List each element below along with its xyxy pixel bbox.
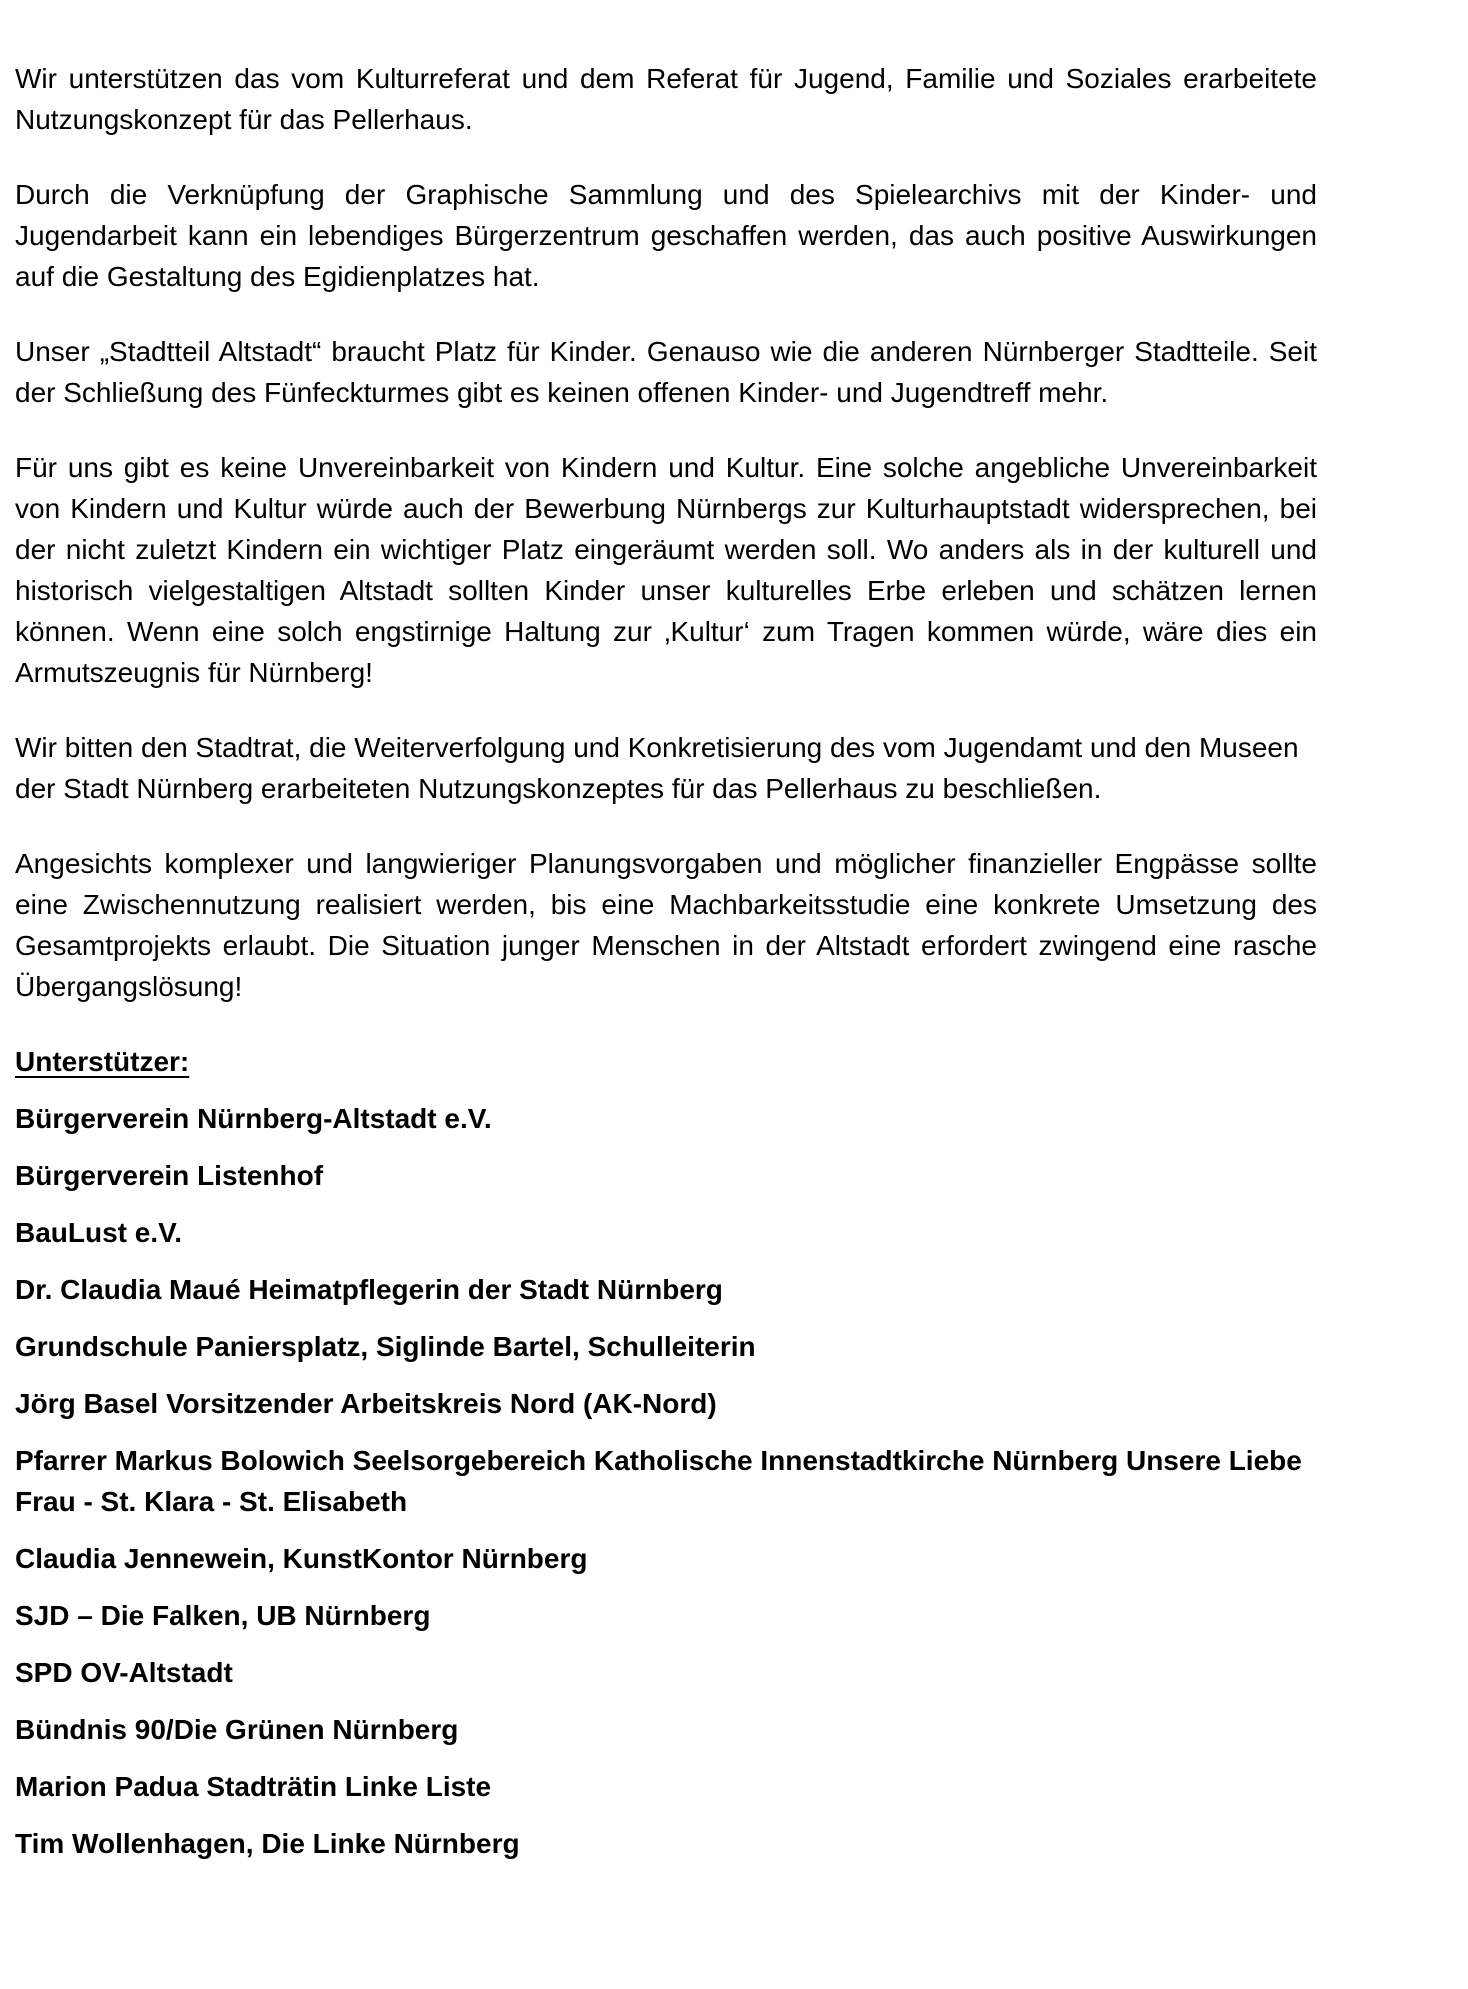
supporter-item: Bürgerverein Listenhof (15, 1160, 324, 1191)
supporter-item: Dr. Claudia Maué Heimatpflegerin der Stadt Nürnberg (15, 1274, 723, 1305)
supporter-item: Bürgerverein Nürnberg-Altstadt e.V. (15, 1103, 492, 1134)
supporter-item: Marion Padua Stadträtin Linke Liste (15, 1771, 492, 1802)
body-paragraph: Durch die Verknüpfung der Graphische Sammlung und des Spielearchivs mit der Kinder- und Jugendarbeit kann ein lebendiges Bürgerzentrum geschaffen werden, das auch positive Auswirkungen auf die Gestaltung des Egidienplatzes hat. (15, 179, 1317, 292)
body-paragraph: Unser „Stadtteil Altstadt“ braucht Platz für Kinder. Genauso wie die anderen Nürnberger Stadtteile. Seit der Schließung des Fünfeckturmes gibt es keinen offenen Kinder- und Jugendtreff mehr. (15, 336, 1317, 408)
supporter-item: SJD – Die Falken, UB Nürnberg (15, 1600, 431, 1631)
supporters-heading: Unterstützer: (15, 1046, 190, 1077)
supporter-item: BauLust e.V. (15, 1217, 183, 1248)
supporter-item: Bündnis 90/Die Grünen Nürnberg (15, 1714, 459, 1745)
supporter-item: Tim Wollenhagen, Die Linke Nürnberg (15, 1828, 520, 1859)
supporter-item: SPD OV-Altstadt (15, 1657, 233, 1688)
body-paragraph: Wir unterstützen das vom Kulturreferat und dem Referat für Jugend, Familie und Soziales erarbeitete Nutzungskonzept für das Pellerhaus. (15, 63, 1317, 135)
supporter-item: Jörg Basel Vorsitzender Arbeitskreis Nord (AK-Nord) (15, 1388, 717, 1419)
supporter-item: Pfarrer Markus Bolowich Seelsorgebereich Katholische Innenstadtkirche Nürnberg Unsere Liebe Frau - St. Klara - St. Elisabeth (15, 1445, 1302, 1517)
supporter-item: Grundschule Paniersplatz, Siglinde Bartel, Schulleiterin (15, 1331, 756, 1362)
body-paragraph: Wir bitten den Stadtrat, die Weiterverfolgung und Konkretisierung des vom Jugendamt und den Museen der Stadt Nürnberg erarbeiteten Nutzungskonzeptes für das Pellerhaus zu beschließen. (15, 732, 1299, 804)
body-paragraph: Für uns gibt es keine Unvereinbarkeit von Kindern und Kultur. Eine solche angebliche Unvereinbarkeit von Kindern und Kultur würde auch der Bewerbung Nürnbergs zur Kulturhauptstadt widersprechen, bei der nicht zuletzt Kindern ein wichtiger Platz eingeräumt werden soll. Wo anders als in der kulturell und historisch vielgestaltigen Altstadt sollten Kinder unser kulturelles Erbe erleben und schätzen lernen können. Wenn eine solch engstirnige Haltung zur ‚Kultur‘ zum Tragen kommen würde, wäre dies ein Armutszeugnis für Nürnberg! (15, 452, 1317, 688)
body-paragraph: Angesichts komplexer und langwieriger Planungsvorgaben und möglicher finanzieller Engpässe sollte eine Zwischennutzung realisiert werden, bis eine Machbarkeitsstudie eine konkrete Umsetzung des Gesamtprojekts erlaubt. Die Situation junger Menschen in der Altstadt erfordert zwingend eine rasche Übergangslösung! (15, 848, 1317, 1002)
supporter-item: Claudia Jennewein, KunstKontor Nürnberg (15, 1543, 588, 1574)
